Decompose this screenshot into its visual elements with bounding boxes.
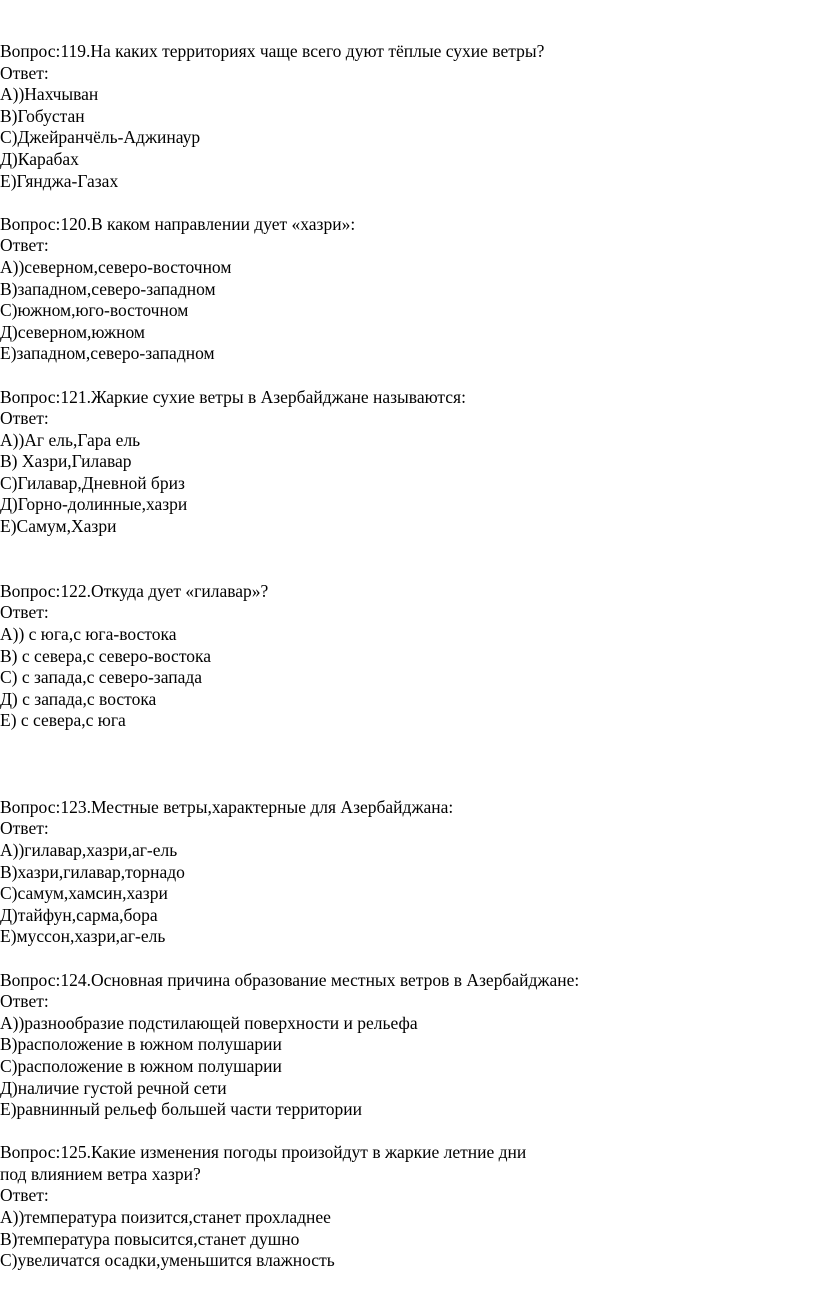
question-block-125 <box>0 1142 816 1272</box>
answer-option: A))гилавар,хазри,аг-ель <box>0 839 178 860</box>
answer-option: E)равнинный рельеф большей части территории <box>0 1099 362 1120</box>
answer-option: C)южном,юго-восточном <box>0 300 189 321</box>
question-text: Вопрос:123.Местные ветры,характерные для Азербайджана: <box>0 796 454 817</box>
answer-option: Д)Карабах <box>0 148 79 169</box>
answer-option: Д)наличие густой речной сети <box>0 1077 227 1098</box>
answer-label: Ответ: <box>0 62 49 83</box>
answer-option: B)западном,северо-западном <box>0 278 216 299</box>
question-block-124 <box>0 970 816 1121</box>
question-text-continued: под влиянием ветра хазри? <box>0 1163 201 1184</box>
answer-option: C)Гилавар,Дневной бриз <box>0 472 185 493</box>
answer-label: Ответ: <box>0 1185 49 1206</box>
answer-option: B)хазри,гилавар,торнадо <box>0 861 185 882</box>
answer-option: E)Гянджа-Газах <box>0 170 119 191</box>
answer-option: E) с севера,с юга <box>0 710 126 731</box>
answer-option: E)западном,северо-западном <box>0 343 215 364</box>
answer-option: B) Хазри,Гилавар <box>0 451 132 472</box>
answer-option: A))Аг ель,Гара ель <box>0 429 141 450</box>
answer-option: C)самум,хамсин,хазри <box>0 883 168 904</box>
question-text: Вопрос:125.Какие изменения погоды произойдут в жаркие летние дни <box>0 1142 527 1163</box>
answer-label: Ответ: <box>0 408 49 429</box>
answer-option: B)Гобустан <box>0 105 85 126</box>
question-text: Вопрос:122.Откуда дует «гилавар»? <box>0 580 269 601</box>
answer-option: A)) с юга,с юга-востока <box>0 624 177 645</box>
answer-label: Ответ: <box>0 602 49 623</box>
answer-label: Ответ: <box>0 235 49 256</box>
answer-option: E)муссон,хазри,аг-ель <box>0 926 166 947</box>
answer-option: C)увеличатся осадки,уменьшится влажность <box>0 1250 335 1271</box>
question-text: Вопрос:120.В каком направлении дует «хазри»: <box>0 213 356 234</box>
answer-option: A))северном,северо-восточном <box>0 256 232 277</box>
question-block-122 <box>0 581 816 732</box>
answer-label: Ответ: <box>0 818 49 839</box>
answer-option: C) с запада,с северо-запада <box>0 667 203 688</box>
answer-option: E)Самум,Хазри <box>0 516 117 537</box>
question-text: Вопрос:124.Основная причина образование местных ветров в Азербайджане: <box>0 969 580 990</box>
question-text: Вопрос:121.Жаркие сухие ветры в Азербайджане называются: <box>0 386 466 407</box>
answer-option: Д)тайфун,сарма,бора <box>0 904 158 925</box>
question-block-120 <box>0 214 816 365</box>
question-block-121 <box>0 387 816 538</box>
question-text: Вопрос:119.На каких территориях чаще всего дуют тёплые сухие ветры? <box>0 41 545 61</box>
answer-option: A))температура поизится,станет прохладнее <box>0 1207 331 1228</box>
answer-label: Ответ: <box>0 991 49 1012</box>
answer-option: A))разнообразие подстилающей поверхности и рельефа <box>0 1012 418 1033</box>
question-block-119 <box>0 41 816 192</box>
question-block-123 <box>0 797 816 948</box>
answer-option: B)температура повысится,станет душно <box>0 1228 300 1249</box>
document-page <box>0 41 816 1272</box>
answer-option: A))Нахчыван <box>0 84 99 105</box>
answer-option: C)расположение в южном полушарии <box>0 1055 282 1076</box>
answer-option: B) с севера,с северо-востока <box>0 645 211 666</box>
answer-option: C)Джейранчёль-Аджинаур <box>0 127 201 148</box>
answer-option: Д)северном,южном <box>0 321 146 342</box>
answer-option: Д)Горно-долинные,хазри <box>0 494 188 515</box>
answer-option: Д) с запада,с востока <box>0 688 157 709</box>
answer-option: B)расположение в южном полушарии <box>0 1034 282 1055</box>
